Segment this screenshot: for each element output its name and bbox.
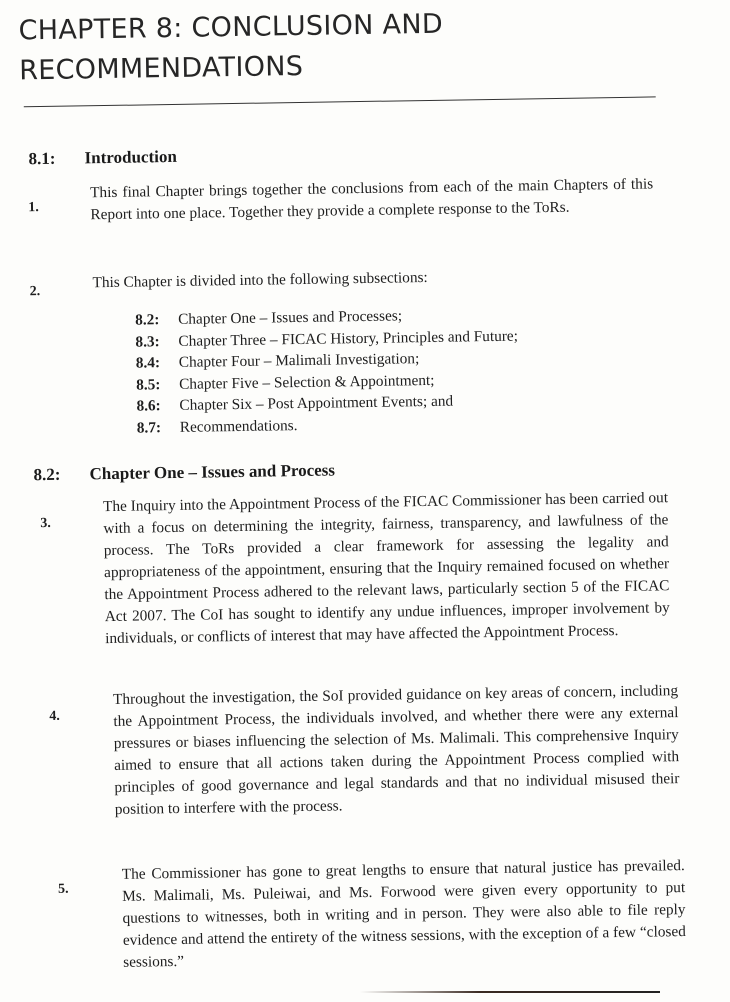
- subsection-number: 8.7:: [136, 418, 162, 437]
- subsection-list: [135, 304, 519, 439]
- paragraph-number: 3.: [40, 515, 51, 532]
- paragraph-text: This final Chapter brings together the conclusions from each of the main Chapters of this Report into one place. Together they provide a complete response to the ToRs.: [90, 175, 654, 224]
- paragraph-5: [6, 854, 730, 971]
- paragraph-number: 2.: [29, 284, 41, 300]
- subsection-number: 8.5:: [136, 375, 161, 394]
- paragraph-4: [3, 679, 730, 818]
- paragraph-3: [0, 486, 730, 648]
- subsection-number: 8.2:: [135, 311, 160, 329]
- subsection-label: Chapter Four – Malimali Investigation;: [178, 350, 420, 371]
- paragraph-text: This Chapter is divided into the following subsections:: [92, 268, 428, 292]
- section-heading-chapter-one: [33, 460, 335, 485]
- paragraph-text: The Commissioner has gone to great lengths to ensure that natural justice has prevailed. Ms. Malimali, Ms. Puleiwai, and Ms. Forwood were given every opportunity to put questions to witnesses, both in writing and in person. They were also able to file reply evidence and attend the entirety of the witness sessions, with the exception of a few “closed sessions.”: [121, 857, 686, 971]
- paragraph-1: [0, 172, 725, 224]
- section-number: 8.1:: [28, 148, 56, 169]
- section-title: Introduction: [84, 146, 177, 168]
- subsection-label: Chapter Three – FICAC History, Principles and Future;: [178, 327, 519, 350]
- paragraph-2: [0, 262, 726, 300]
- chapter-title: CHAPTER 8: CONCLUSION AND RECOMMENDATIONS: [18, 8, 444, 87]
- section-heading-introduction: [28, 147, 177, 169]
- subsection-number: 8.6:: [136, 397, 161, 415]
- subsection-number: 8.4:: [135, 354, 161, 372]
- paragraph-number: 5.: [57, 881, 69, 897]
- title-divider: [24, 96, 656, 107]
- paragraph-text: Throughout the investigation, the SoI provided guidance on key areas of concern, including the Appointment Process, the individuals involved, and whether there were any external pressures or biases influencing the selection of Ms. Malimali. This comprehensive Inquiry aimed to ensure that all actions taken during the Appointment Process complied with principles of good governance and legal standards and that no individual misused their position to interfere with the process.: [112, 682, 680, 818]
- subsection-label: Recommendations.: [179, 416, 298, 436]
- subsection-label: Chapter One – Issues and Processes;: [178, 307, 403, 328]
- footer-divider: [360, 991, 660, 993]
- subsection-number: 8.3:: [135, 332, 160, 351]
- subsection-label: Chapter Six – Post Appointment Events; and: [179, 392, 454, 414]
- paragraph-number: 1.: [28, 200, 39, 216]
- paragraph-number: 4.: [49, 708, 60, 724]
- section-title: Chapter One – Issues and Process: [89, 460, 336, 484]
- subsection-label: Chapter Five – Selection & Appointment;: [179, 371, 435, 393]
- paragraph-text: The Inquiry into the Appointment Process of the FICAC Commissioner has been carried out with a focus on determining the integrity, fairness, transparency, and lawfulness of the process. The ToRs provided a clear framework for assessing the legality and appropriateness of the appointment, ensuring that the Inquiry remained focused on whether the Appointment Process adhered to the relevant laws, particularly section 5 of the FICAC Act 2007. The CoI has sought to identify any undue influences, improper involvement by individuals, or conflicts of interest that may have affected the Appointment Process.: [102, 489, 670, 648]
- section-number: 8.2:: [33, 464, 61, 485]
